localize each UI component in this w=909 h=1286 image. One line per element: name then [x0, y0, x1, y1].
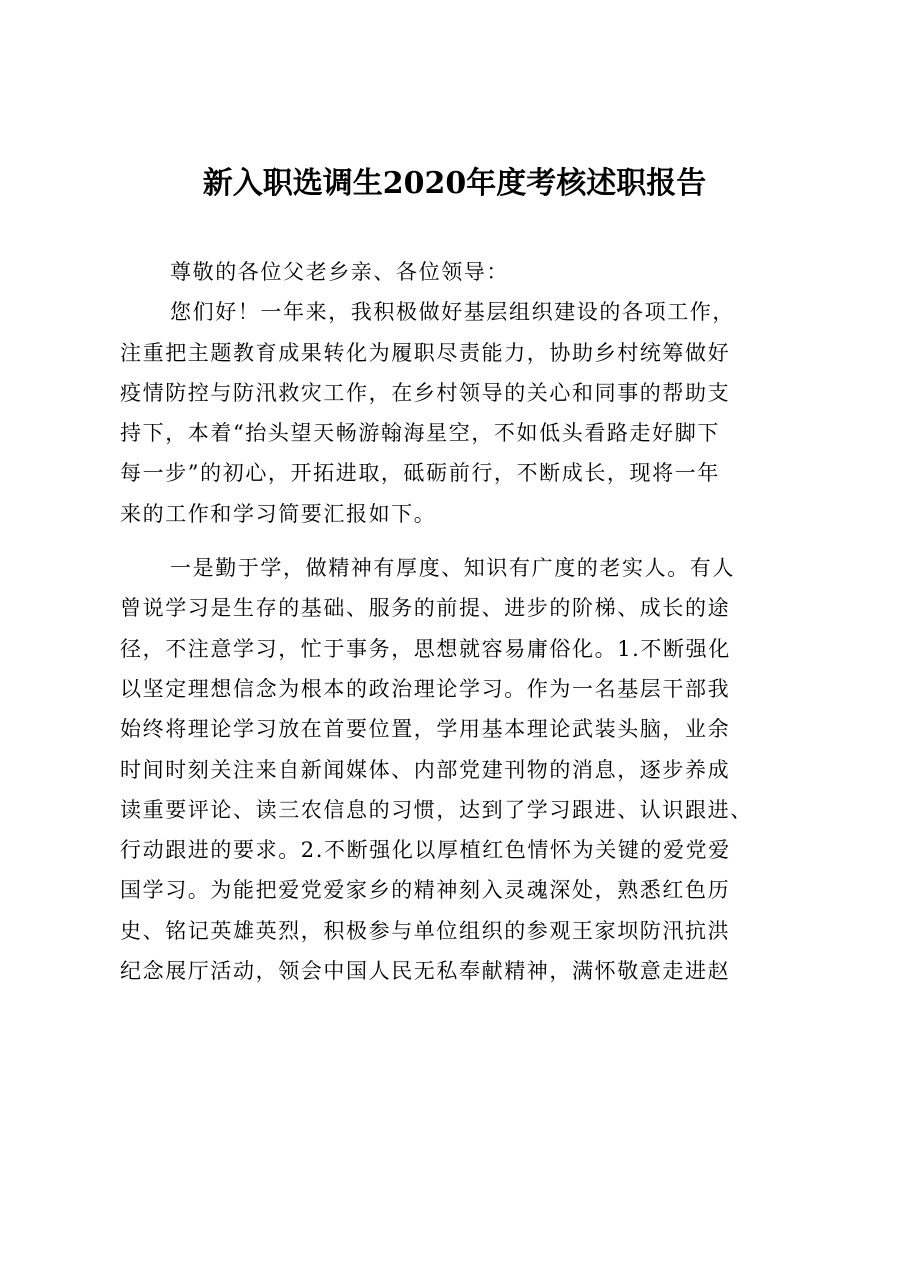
text-line: 一是勤于学，做精神有厚度、知识有广度的老实人。有人: [170, 556, 735, 581]
text-line: 来的工作和学习简要汇报如下。: [120, 501, 437, 526]
text-line: 读重要评论、读三农信息的习惯，达到了学习跟进、认识跟进、: [120, 797, 753, 822]
text-line: 您们好！一年来，我积极做好基层组织建设的各项工作，: [170, 300, 735, 325]
paragraph-gap: [120, 534, 804, 548]
text-line: 径，不注意学习，忙于事务，思想就容易庸俗化。1.不断强化: [120, 636, 731, 661]
paragraph-greeting: [120, 292, 804, 534]
text-line: 国学习。为能把爱党爱家乡的精神刻入灵魂深处，熟悉红色历: [120, 878, 731, 903]
document-title: 新入职选调生2020年度考核述职报告: [202, 166, 707, 201]
text-line: 疫情防控与防汛救灾工作，在乡村领导的关心和同事的帮助支: [120, 380, 731, 405]
document-body: [120, 252, 804, 991]
text-line: 曾说学习是生存的基础、服务的前提、进步的阶梯、成长的途: [120, 596, 731, 621]
text-line: 行动跟进的要求。2.不断强化以厚植红色情怀为关键的爱党爱: [120, 838, 731, 863]
text-line: 每一步”的初心，开拓进取，砥砺前行，不断成长，现将一年: [120, 461, 720, 486]
text-line: 始终将理论学习放在首要位置，学用基本理论武装头脑，业余: [120, 717, 731, 742]
text-line: 时间时刻关注来自新闻媒体、内部党建刊物的消息，逐步养成: [120, 757, 731, 782]
text-line: 持下，本着“抬头望天畅游翰海星空，不如低头看路走好脚下: [120, 421, 720, 446]
text-line: 纪念展厅活动，领会中国人民无私奉献精神，满怀敬意走进赵: [120, 959, 731, 984]
salutation: 尊敬的各位父老乡亲、各位领导：: [170, 260, 509, 284]
paragraph-study: [120, 548, 804, 991]
text-line: 以坚定理想信念为根本的政治理论学习。作为一名基层干部我: [120, 676, 731, 701]
text-line: 史、铭记英雄英烈，积极参与单位组织的参观王家坝防汛抗洪: [120, 918, 731, 943]
text-line: 注重把主题教育成果转化为履职尽责能力，协助乡村统筹做好: [120, 340, 731, 365]
